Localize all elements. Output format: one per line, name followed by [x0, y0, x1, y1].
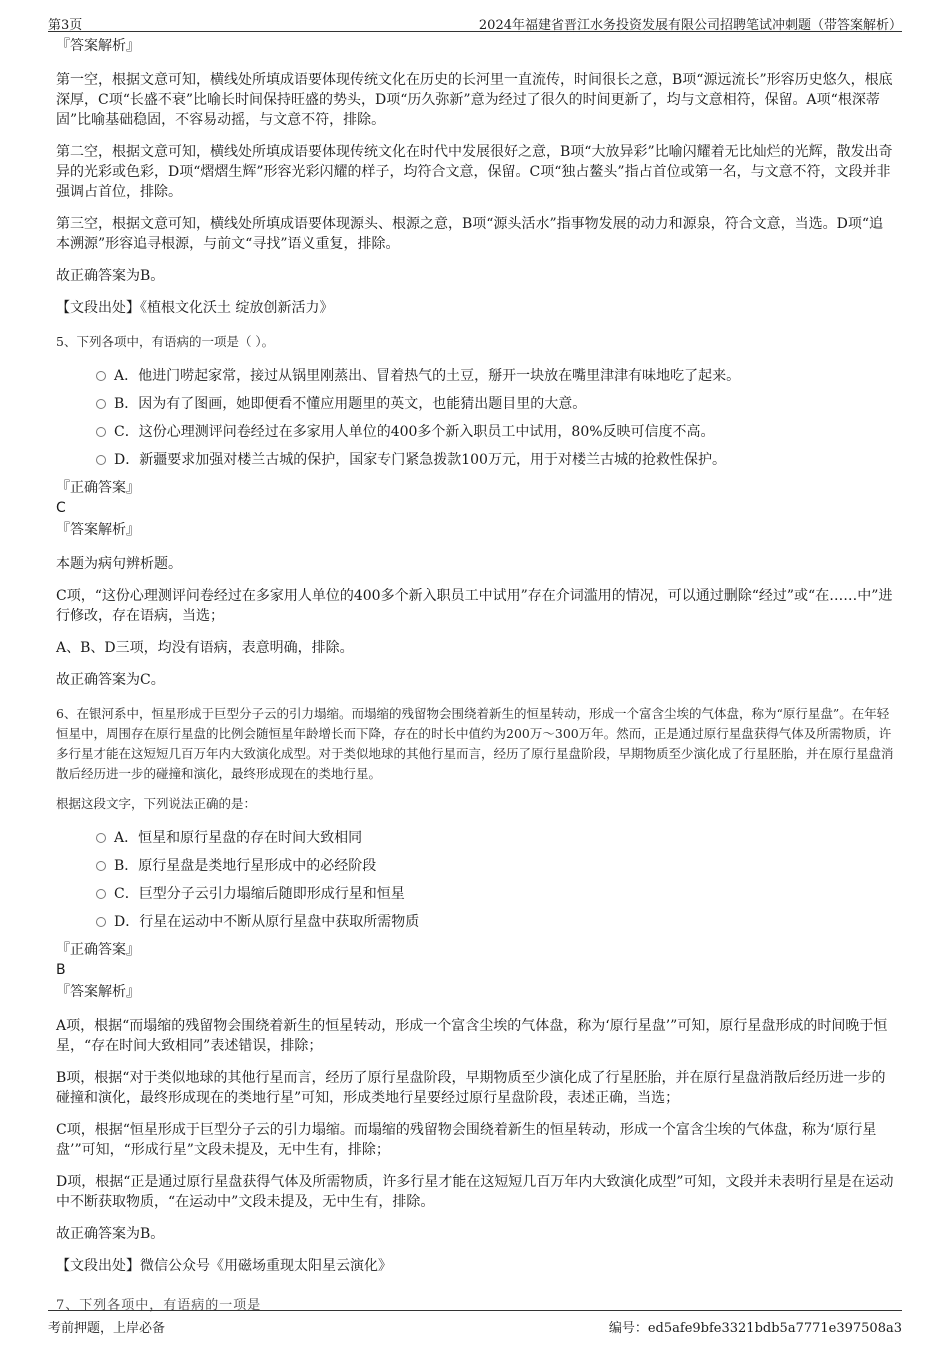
q5-option-a[interactable]: [96, 366, 896, 386]
footer-code-label: 编号：: [608, 1321, 648, 1336]
q6-analysis-para-d: D项，根据“正是通过原行星盘获得气体及所需物质，许多行星才能在这短短几百万年内大致演化成型”可知，文段并未表明行星是在运动中不断获取物质，“在运动中”文段未提及，无中生有，排除。: [56, 1174, 894, 1210]
option-label: D．新疆要求加强对楼兰古城的保护，国家专门紧急拨款100万元，用于对楼兰古城的抢救性保护。: [114, 452, 726, 468]
footer-code-value: ed5afe9bfe3321bdb5a7771e397508a3: [647, 1321, 902, 1336]
radio-icon[interactable]: [96, 371, 106, 381]
footer-code: [609, 1317, 902, 1336]
q5-analysis-para-2: C项，“这份心理测评问卷经过在多家用人单位的400多个新入职员工中试用”存在介词滥用的情况，可以通过删除“经过”或“在……中”进行修改，存在语病，当选；: [56, 588, 893, 624]
option-label: C．巨型分子云引力塌缩后随即形成行星和恒星: [114, 886, 405, 902]
option-label: D．行星在运动中不断从原行星盘中获取所需物质: [114, 914, 420, 930]
option-label: C．这份心理测评问卷经过在多家用人单位的400多个新入职员工中试用，80%反映可信度不高。: [114, 424, 715, 440]
option-label: A．恒星和原行星盘的存在时间大致相同: [114, 830, 363, 846]
q6-source: 【文段出处】微信公众号《用磁场重现太阳星云演化》: [56, 1258, 392, 1274]
q6-analysis-para-c: C项，根据“恒星形成于巨型分子云的引力塌缩。而塌缩的残留物会围绕着新生的恒星转动，形成一个富含尘埃的气体盘，称为‘原行星盘’”可知，“形成行星”文段未提及，无中生有，排除；: [56, 1122, 877, 1158]
q6-stem: 6、在银河系中，恒星形成于巨型分子云的引力塌缩。而塌缩的残留物会围绕着新生的恒星转动，形成一个富含尘埃的气体盘，称为“原行星盘”。在年轻恒星中，周围存在原行星盘的比例会随恒星年龄增长而下降，存在的时长中值约为200万～300万年。然而，正是通过原行星盘获得气体及所需物质，许多行星才能在这短短几百万年内大致演化成型。对于类似地球的其他行星而言，经历了原行星盘阶段，早期物质至少演化成了行星胚胎，并在原行星盘消散后经历进一步的碰撞和演化，最终形成现在的类地行星。: [56, 706, 894, 781]
page-footer: [48, 1310, 902, 1336]
q4-analysis-para-1: 第一空，根据文意可知，横线处所填成语要体现传统文化在历史的长河里一直流传，时间很长之意，B项“源远流长”形容历史悠久，根底深厚，C项“长盛不衰”比喻长时间保持旺盛的势头，D项“历久弥新”意为经过了很久的时间更新了，均与文意相符，保留。A项“根深蒂固”比喻基础稳固，不容易动摇，与文意不符，排除。: [56, 72, 893, 128]
option-label: B．原行星盘是类地行星形成中的必经阶段: [114, 858, 377, 874]
q6-options: [96, 828, 896, 932]
q4-analysis-para-2: 第二空，根据文意可知，横线处所填成语要体现传统文化在时代中发展很好之意，B项“大放异彩”比喻闪耀着无比灿烂的光辉，散发出奇异的光彩或色彩，D项“熠熠生辉”形容光彩闪耀的样子，均符合文意，保留。C项“独占鳌头”指占首位或第一名，与文意不符，文段并非强调占首位，排除。: [56, 144, 893, 200]
q5-conclusion: 故正确答案为C。: [56, 672, 165, 688]
q6-analysis-para-b: B项，根据“对于类似地球的其他行星而言，经历了原行星盘阶段，早期物质至少演化成了行星胚胎，并在原行星盘消散后经历进一步的碰撞和演化，最终形成现在的类地行星”可知，形成类地行星要经过原行星盘阶段，表述正确，当选；: [56, 1070, 886, 1106]
radio-icon[interactable]: [96, 833, 106, 843]
q5-option-d[interactable]: [96, 450, 896, 470]
q4-analysis-para-3: 第三空，根据文意可知，横线处所填成语要体现源头、根源之意，B项“源头活水”指事物发展的动力和源泉，符合文意，当选。D项“追本溯源”形容追寻根源，与前文“寻找”语义重复，排除。: [56, 216, 883, 252]
q6-option-c[interactable]: [96, 884, 896, 904]
q5-stem: 5、下列各项中，有语病的一项是（ ）。: [56, 334, 275, 349]
q6-answer-tag: 『正确答案』: [56, 942, 140, 958]
option-label: A．他进门唠起家常，接过从锅里刚蒸出、冒着热气的土豆，掰开一块放在嘴里津津有味地吃了起来。: [114, 368, 741, 384]
radio-icon[interactable]: [96, 861, 106, 871]
q6-prompt: 根据这段文字，下列说法正确的是：: [56, 796, 257, 811]
page-number: 第3页: [48, 18, 83, 33]
q6-answer: B: [56, 962, 66, 978]
q6-analysis-para-a: A项，根据“而塌缩的残留物会围绕着新生的恒星转动，形成一个富含尘埃的气体盘，称为‘原行星盘’”可知，原行星盘形成的时间晚于恒星，“存在时间大致相同”表述错误，排除；: [56, 1018, 888, 1054]
q6-option-d[interactable]: [96, 912, 896, 932]
q5-answer: C: [56, 500, 66, 516]
q5-options: [96, 366, 896, 470]
q5-analysis-tag: 『答案解析』: [56, 522, 140, 538]
q4-analysis-tag: 『答案解析』: [56, 38, 140, 54]
q5-answer-tag: 『正确答案』: [56, 480, 140, 496]
q5-analysis-para-1: 本题为病句辨析题。: [56, 556, 182, 572]
q4-source: 【文段出处】《植根文化沃土 绽放创新活力》: [56, 300, 334, 316]
q5-analysis-para-3: A、B、D三项，均没有语病，表意明确，排除。: [56, 640, 354, 656]
document-title: 2024年福建省晋江水务投资发展有限公司招聘笔试冲刺题（带答案解析）: [478, 18, 902, 33]
page-content: [56, 36, 896, 1298]
q5-option-c[interactable]: [96, 422, 896, 442]
radio-icon[interactable]: [96, 455, 106, 465]
q4-conclusion: 故正确答案为B。: [56, 268, 165, 284]
q7-stem-partial: 7、下列各项中，有语病的一项是: [56, 1298, 262, 1313]
q7-cut-off-text: [56, 1296, 896, 1313]
radio-icon[interactable]: [96, 917, 106, 927]
radio-icon[interactable]: [96, 889, 106, 899]
page-header: [48, 8, 902, 32]
option-label: B．因为有了图画，她即便看不懂应用题里的英文，也能猜出题目里的大意。: [114, 396, 587, 412]
q6-conclusion: 故正确答案为B。: [56, 1226, 165, 1242]
radio-icon[interactable]: [96, 427, 106, 437]
q5-option-b[interactable]: [96, 394, 896, 414]
footer-slogan: 考前押题，上岸必备: [48, 1321, 166, 1336]
q6-option-a[interactable]: [96, 828, 896, 848]
q6-analysis-tag: 『答案解析』: [56, 984, 140, 1000]
q6-option-b[interactable]: [96, 856, 896, 876]
radio-icon[interactable]: [96, 399, 106, 409]
